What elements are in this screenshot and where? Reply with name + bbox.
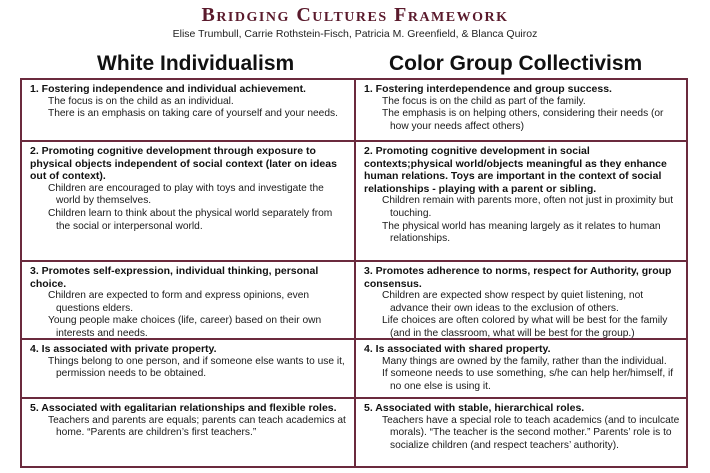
cell-text: Many things are owned by the family, rather than the individual. — [382, 355, 667, 367]
cell-heading: 3. Promotes adherence to norms, respect for Authority, group consensus. — [364, 265, 672, 290]
cell-text: Children are expected to form and express opinions, even questions elders. — [48, 290, 310, 314]
document-header — [0, 4, 710, 41]
table-cell-individualism-3 — [22, 262, 356, 340]
cell-text: The physical world has meaning largely as it relates to human relationships. — [382, 220, 661, 245]
column-heading-collectivism: Color Group Collectivism — [389, 52, 643, 75]
cell-text: Children learn to think about the physical world separately from the social or interpersonal world. — [48, 207, 333, 232]
cell-text: Teachers have a special role to teach academics (and to inculcate morals). “The teacher is the second mother.” Parents’ role is to socialize children (and respect teachers’ authority). — [382, 414, 680, 451]
table-cell-individualism-4 — [22, 340, 356, 399]
cell-text: There is an emphasis on taking care of yourself and your needs. — [48, 108, 338, 120]
author-list: Elise Trumbull, Carrie Rothstein-Fisch, Patricia M. Greenfield, & Blanca Quiroz — [172, 28, 538, 40]
cell-heading: 2. Promoting cognitive development in social contexts;physical world/objects meaningful as they enhance human relations. Toys are important in the context of social relationships - playing with a parent or sibling. — [364, 145, 667, 195]
table-cell-collectivism-2 — [356, 142, 686, 262]
cell-heading: 5. Associated with stable, hierarchical roles. — [364, 402, 585, 414]
cell-text: If someone needs to use something, s/he can help her/himself, if no one else is using it. — [382, 368, 674, 392]
comparison-table — [20, 78, 688, 468]
document-title: Bridging Cultures Framework — [201, 4, 509, 26]
cell-text: The focus is on the child as part of the family. — [382, 95, 586, 107]
cell-text: Children are encouraged to play with toys and investigate the world by themselves. — [48, 182, 324, 207]
column-heading-individualism: White Individualism — [97, 52, 295, 75]
cell-text: Life choices are often colored by what will be best for the family (and in the classroom, what will be best for the group.) — [382, 315, 668, 339]
table-cell-collectivism-4 — [356, 340, 686, 399]
table-cell-collectivism-3 — [356, 262, 686, 340]
cell-heading: 4. Is associated with shared property. — [364, 343, 551, 355]
table-cell-individualism-5 — [22, 399, 356, 466]
cell-text: Teachers and parents are equals; parents can teach academics at home. “Parents are children’s first teachers.” — [48, 414, 346, 439]
cell-text: Young people make choices (life, career) based on their own interests and needs. — [48, 315, 322, 339]
table-cell-collectivism-1 — [356, 80, 686, 142]
cell-text: Children remain with parents more, often not just in proximity but touching. — [382, 195, 674, 219]
cell-heading: 2. Promoting cognitive development through exposure to physical objects independent of social context (later on ideas out of context). — [30, 145, 337, 183]
cell-text: Children are expected show respect by quiet listening, not advance their own ideas to the exclusion of others. — [382, 290, 644, 314]
cell-heading: 1. Fostering independence and individual achievement. — [30, 83, 306, 95]
cell-heading: 1. Fostering interdependence and group success. — [364, 83, 612, 95]
cell-heading: 5. Associated with egalitarian relationships and flexible roles. — [30, 402, 337, 414]
table-cell-collectivism-5 — [356, 399, 686, 466]
cell-text: Things belong to one person, and if someone else wants to use it, permission needs to be obtained. — [48, 355, 345, 380]
table-cell-individualism-2 — [22, 142, 356, 262]
cell-heading: 3. Promotes self-expression, individual thinking, personal choice. — [30, 265, 319, 290]
table-cell-individualism-1 — [22, 80, 356, 142]
cell-heading: 4. Is associated with private property. — [30, 343, 217, 355]
cell-text: The focus is on the child as an individual. — [48, 95, 234, 107]
cell-text: The emphasis is on helping others, considering their needs (or how your needs affect others) — [382, 108, 664, 132]
